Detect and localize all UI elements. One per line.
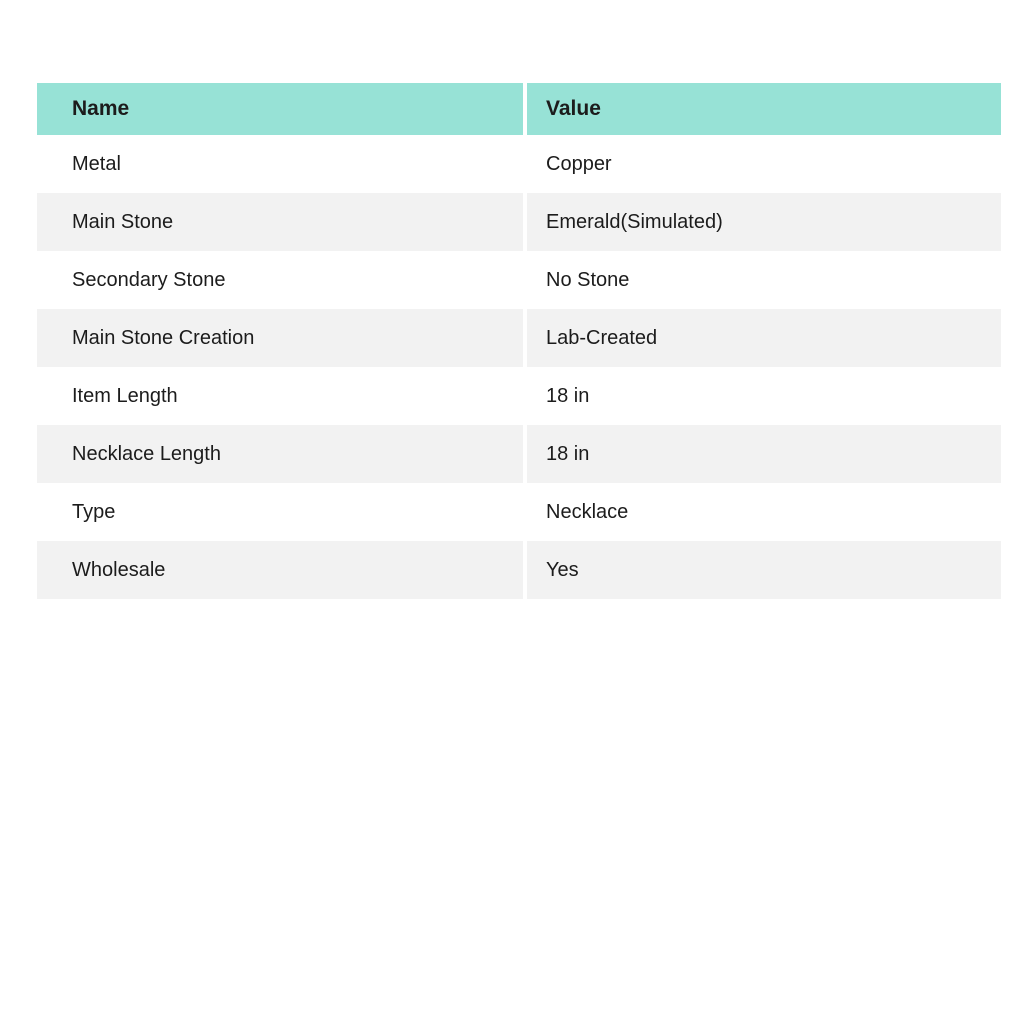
table-header-row [37, 83, 1001, 135]
attribute-name: Secondary Stone [37, 251, 527, 309]
attribute-value: 18 in [527, 425, 1001, 483]
table-row [37, 541, 1001, 599]
attribute-value: Copper [527, 135, 1001, 193]
attribute-value: Lab-Created [527, 309, 1001, 367]
attribute-name: Type [37, 483, 527, 541]
table-row [37, 193, 1001, 251]
attribute-value: 18 in [527, 367, 1001, 425]
attribute-value: Necklace [527, 483, 1001, 541]
attribute-value: Emerald(Simulated) [527, 193, 1001, 251]
column-header-value: Value [527, 83, 1001, 135]
table-row [37, 367, 1001, 425]
attribute-value: Yes [527, 541, 1001, 599]
table-row [37, 425, 1001, 483]
table-row [37, 135, 1001, 193]
attribute-name: Item Length [37, 367, 527, 425]
table-row [37, 483, 1001, 541]
attribute-name: Main Stone Creation [37, 309, 527, 367]
attribute-name: Wholesale [37, 541, 527, 599]
attribute-name: Main Stone [37, 193, 527, 251]
product-attributes-table [37, 83, 1001, 599]
table-row [37, 309, 1001, 367]
column-header-name: Name [37, 83, 527, 135]
attribute-name: Metal [37, 135, 527, 193]
attribute-name: Necklace Length [37, 425, 527, 483]
attribute-value: No Stone [527, 251, 1001, 309]
table-row [37, 251, 1001, 309]
